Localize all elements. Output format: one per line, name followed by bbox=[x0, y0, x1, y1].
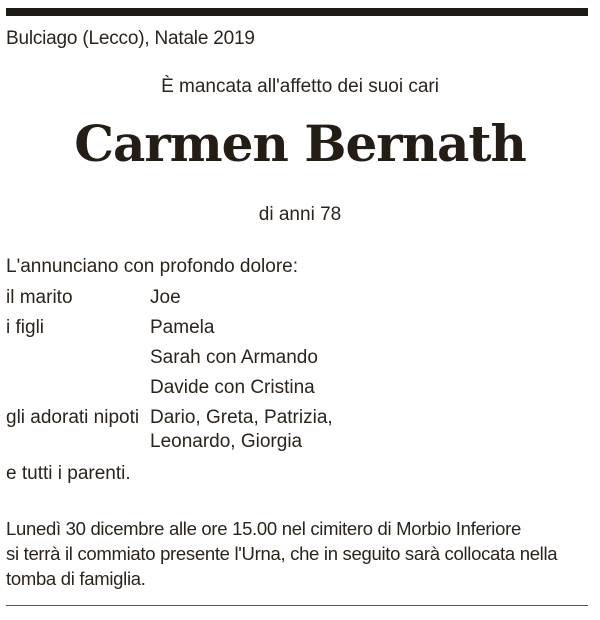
family-list bbox=[6, 286, 566, 460]
bottom-rule bbox=[6, 605, 588, 606]
ceremony-line: si terrà il commiato presente l'Urna, che in seguito sarà collocata nella bbox=[6, 543, 558, 564]
announce-text: L'annunciano con profondo dolore: bbox=[6, 256, 299, 277]
family-name: Joe bbox=[150, 287, 181, 308]
place-date: Bulciago (Lecco), Natale 2019 bbox=[6, 28, 255, 49]
top-rule bbox=[6, 8, 588, 16]
relatives-text: e tutti i parenti. bbox=[6, 463, 131, 484]
family-row-grandchildren bbox=[6, 406, 566, 454]
deceased-name: Carmen Bernath bbox=[74, 114, 526, 173]
family-name: Dario, Greta, Patrizia, bbox=[150, 407, 333, 428]
family-name: Leonardo, Giorgia bbox=[150, 431, 303, 452]
ceremony-line: Lunedì 30 dicembre alle ore 15.00 nel cimitero di Morbio Inferiore bbox=[6, 518, 521, 539]
intro-text: È mancata all'affetto dei suoi cari bbox=[161, 76, 439, 97]
family-role: gli adorati nipoti bbox=[6, 407, 140, 428]
family-row-children bbox=[6, 316, 566, 400]
family-name: Sarah con Armando bbox=[150, 347, 318, 368]
family-names bbox=[150, 316, 566, 400]
family-name: Pamela bbox=[150, 317, 215, 338]
ceremony-text bbox=[6, 516, 591, 591]
family-row-husband bbox=[6, 286, 566, 310]
family-names bbox=[150, 406, 566, 454]
ceremony-line: tomba di famiglia. bbox=[6, 568, 146, 589]
family-role: i figli bbox=[6, 317, 45, 338]
age-text: di anni 78 bbox=[258, 204, 342, 225]
family-names bbox=[150, 286, 566, 310]
family-name: Davide con Cristina bbox=[150, 377, 315, 398]
family-role: il marito bbox=[6, 287, 73, 308]
